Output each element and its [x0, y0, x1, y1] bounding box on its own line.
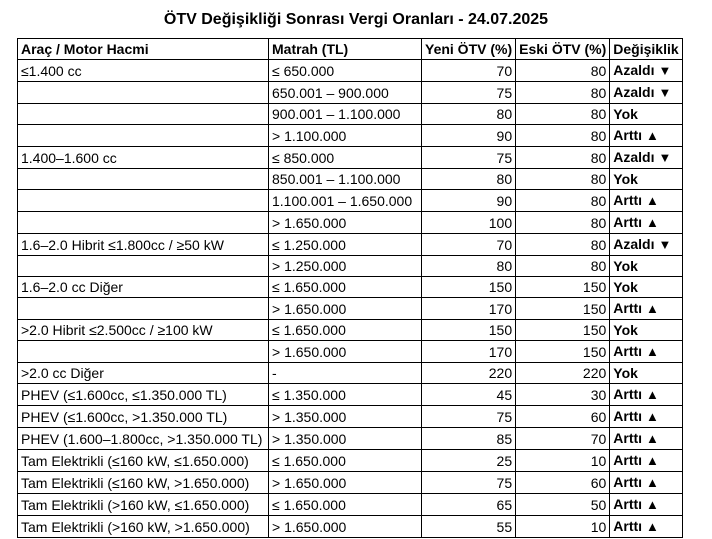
- base-cell: > 1.250.000: [269, 256, 422, 277]
- change-label: Yok: [613, 279, 638, 295]
- base-cell: > 1.100.000: [269, 125, 422, 147]
- base-cell: ≤ 650.000: [269, 60, 422, 82]
- old-rate-cell: 80: [516, 256, 610, 277]
- new-rate-cell: 75: [422, 472, 516, 494]
- old-rate-cell: 80: [516, 190, 610, 212]
- engine-cell: PHEV (1.600–1.800cc, >1.350.000 TL): [18, 428, 269, 450]
- change-cell: [610, 234, 683, 256]
- arrow-up-icon: ▲: [646, 128, 659, 143]
- arrow-up-icon: ▲: [646, 431, 659, 446]
- new-rate-cell: 70: [422, 234, 516, 256]
- base-cell: ≤ 1.350.000: [269, 384, 422, 406]
- old-rate-cell: 80: [516, 234, 610, 256]
- change-label: Arttı: [613, 386, 643, 402]
- engine-cell: [18, 212, 269, 234]
- old-rate-cell: 150: [516, 341, 610, 363]
- table-row: [18, 450, 683, 472]
- change-label: Yok: [613, 171, 638, 187]
- engine-cell: [18, 190, 269, 212]
- table-row: [18, 472, 683, 494]
- base-cell: ≤ 1.650.000: [269, 494, 422, 516]
- change-cell: [610, 298, 683, 320]
- new-rate-cell: 75: [422, 147, 516, 169]
- base-cell: -: [269, 363, 422, 384]
- change-cell: [610, 516, 683, 538]
- old-rate-cell: 150: [516, 320, 610, 341]
- old-rate-cell: 70: [516, 428, 610, 450]
- table-row: [18, 234, 683, 256]
- change-cell: [610, 320, 683, 341]
- table-row: [18, 82, 683, 104]
- old-rate-cell: 150: [516, 298, 610, 320]
- change-cell: [610, 406, 683, 428]
- change-cell: [610, 450, 683, 472]
- change-label: Arttı: [613, 518, 643, 534]
- new-rate-cell: 100: [422, 212, 516, 234]
- new-rate-cell: 80: [422, 256, 516, 277]
- table-row: [18, 516, 683, 538]
- engine-cell: Tam Elektrikli (≤160 kW, ≤1.650.000): [18, 450, 269, 472]
- change-label: Yok: [613, 106, 638, 122]
- new-rate-cell: 45: [422, 384, 516, 406]
- change-label: Arttı: [613, 496, 643, 512]
- table-row: [18, 494, 683, 516]
- table-body: [18, 60, 683, 538]
- new-rate-cell: 170: [422, 341, 516, 363]
- old-rate-cell: 220: [516, 363, 610, 384]
- base-cell: > 1.650.000: [269, 298, 422, 320]
- old-rate-cell: 150: [516, 277, 610, 298]
- old-rate-cell: 10: [516, 516, 610, 538]
- arrow-up-icon: ▲: [646, 409, 659, 424]
- old-rate-cell: 80: [516, 212, 610, 234]
- change-cell: [610, 428, 683, 450]
- table-row: [18, 363, 683, 384]
- old-rate-cell: 10: [516, 450, 610, 472]
- arrow-down-icon: ▼: [658, 63, 672, 78]
- new-rate-cell: 65: [422, 494, 516, 516]
- engine-cell: 1.400–1.600 cc: [18, 147, 269, 169]
- engine-cell: [18, 256, 269, 277]
- arrow-up-icon: ▲: [646, 215, 659, 230]
- change-label: Yok: [613, 365, 638, 381]
- base-cell: ≤ 1.650.000: [269, 277, 422, 298]
- change-label: Arttı: [613, 430, 643, 446]
- new-rate-cell: 75: [422, 82, 516, 104]
- change-cell: [610, 169, 683, 190]
- change-cell: [610, 277, 683, 298]
- new-rate-cell: 150: [422, 320, 516, 341]
- new-rate-cell: 55: [422, 516, 516, 538]
- table-row: [18, 341, 683, 363]
- engine-cell: PHEV (≤1.600cc, ≤1.350.000 TL): [18, 384, 269, 406]
- table-row: [18, 147, 683, 169]
- engine-cell: [18, 125, 269, 147]
- header-new-rate: Yeni ÖTV (%): [422, 39, 516, 60]
- change-label: Arttı: [613, 127, 643, 143]
- change-cell: [610, 82, 683, 104]
- new-rate-cell: 25: [422, 450, 516, 472]
- base-cell: ≤ 1.650.000: [269, 320, 422, 341]
- table-row: [18, 384, 683, 406]
- arrow-down-icon: ▼: [658, 150, 672, 165]
- change-label: Azaldı: [613, 149, 655, 165]
- new-rate-cell: 75: [422, 406, 516, 428]
- page-title: ÖTV Değişikliği Sonrası Vergi Oranları - 24.07.2025: [163, 11, 549, 28]
- arrow-up-icon: ▲: [646, 519, 659, 534]
- table-row: [18, 125, 683, 147]
- table-row: [18, 60, 683, 82]
- table-row: [18, 428, 683, 450]
- change-label: Arttı: [613, 408, 643, 424]
- old-rate-cell: 60: [516, 472, 610, 494]
- table-row: [18, 298, 683, 320]
- base-cell: > 1.650.000: [269, 516, 422, 538]
- base-cell: ≤ 1.250.000: [269, 234, 422, 256]
- change-label: Azaldı: [613, 236, 655, 252]
- engine-cell: 1.6–2.0 cc Diğer: [18, 277, 269, 298]
- change-label: Arttı: [613, 300, 643, 316]
- table-row: [18, 190, 683, 212]
- change-label: Yok: [613, 322, 638, 338]
- change-cell: [610, 60, 683, 82]
- base-cell: 850.001 – 1.100.000: [269, 169, 422, 190]
- old-rate-cell: 50: [516, 494, 610, 516]
- base-cell: 900.001 – 1.100.000: [269, 104, 422, 125]
- header-old-rate: Eski ÖTV (%): [516, 39, 610, 60]
- engine-cell: ≤1.400 cc: [18, 60, 269, 82]
- table-row: [18, 320, 683, 341]
- engine-cell: [18, 82, 269, 104]
- change-cell: [610, 256, 683, 277]
- change-label: Arttı: [613, 214, 643, 230]
- change-cell: [610, 341, 683, 363]
- base-cell: > 1.350.000: [269, 406, 422, 428]
- old-rate-cell: 80: [516, 125, 610, 147]
- table-row: [18, 212, 683, 234]
- arrow-up-icon: ▲: [646, 301, 659, 316]
- change-cell: [610, 104, 683, 125]
- arrow-up-icon: ▲: [646, 475, 659, 490]
- new-rate-cell: 150: [422, 277, 516, 298]
- arrow-up-icon: ▲: [646, 193, 659, 208]
- base-cell: > 1.650.000: [269, 472, 422, 494]
- new-rate-cell: 70: [422, 60, 516, 82]
- change-cell: [610, 472, 683, 494]
- new-rate-cell: 80: [422, 169, 516, 190]
- table-header-row: [18, 39, 683, 60]
- change-label: Arttı: [613, 343, 643, 359]
- change-label: Yok: [613, 258, 638, 274]
- table-row: [18, 104, 683, 125]
- old-rate-cell: 80: [516, 82, 610, 104]
- old-rate-cell: 60: [516, 406, 610, 428]
- header-engine: Araç / Motor Hacmi: [18, 39, 269, 60]
- engine-cell: >2.0 cc Diğer: [18, 363, 269, 384]
- arrow-down-icon: ▼: [658, 85, 672, 100]
- engine-cell: [18, 104, 269, 125]
- engine-cell: [18, 341, 269, 363]
- table-row: [18, 256, 683, 277]
- base-cell: > 1.350.000: [269, 428, 422, 450]
- new-rate-cell: 170: [422, 298, 516, 320]
- change-cell: [610, 363, 683, 384]
- engine-cell: [18, 298, 269, 320]
- old-rate-cell: 80: [516, 147, 610, 169]
- change-label: Arttı: [613, 192, 643, 208]
- table-row: [18, 169, 683, 190]
- engine-cell: Tam Elektrikli (>160 kW, >1.650.000): [18, 516, 269, 538]
- new-rate-cell: 90: [422, 125, 516, 147]
- change-cell: [610, 212, 683, 234]
- engine-cell: [18, 169, 269, 190]
- old-rate-cell: 80: [516, 104, 610, 125]
- engine-cell: >2.0 Hibrit ≤2.500cc / ≥100 kW: [18, 320, 269, 341]
- change-label: Azaldı: [613, 84, 655, 100]
- arrow-up-icon: ▲: [646, 497, 659, 512]
- old-rate-cell: 30: [516, 384, 610, 406]
- new-rate-cell: 220: [422, 363, 516, 384]
- base-cell: > 1.650.000: [269, 341, 422, 363]
- engine-cell: Tam Elektrikli (>160 kW, ≤1.650.000): [18, 494, 269, 516]
- base-cell: > 1.650.000: [269, 212, 422, 234]
- base-cell: ≤ 850.000: [269, 147, 422, 169]
- new-rate-cell: 85: [422, 428, 516, 450]
- change-label: Arttı: [613, 474, 643, 490]
- header-base: Matrah (TL): [269, 39, 422, 60]
- new-rate-cell: 90: [422, 190, 516, 212]
- change-cell: [610, 125, 683, 147]
- new-rate-cell: 80: [422, 104, 516, 125]
- change-label: Azaldı: [613, 62, 655, 78]
- change-label: Arttı: [613, 452, 643, 468]
- change-cell: [610, 147, 683, 169]
- engine-cell: Tam Elektrikli (≤160 kW, >1.650.000): [18, 472, 269, 494]
- base-cell: 650.001 – 900.000: [269, 82, 422, 104]
- base-cell: 1.100.001 – 1.650.000: [269, 190, 422, 212]
- tax-rate-table: [17, 38, 683, 538]
- change-cell: [610, 190, 683, 212]
- arrow-down-icon: ▼: [658, 237, 672, 252]
- base-cell: ≤ 1.650.000: [269, 450, 422, 472]
- change-cell: [610, 494, 683, 516]
- old-rate-cell: 80: [516, 169, 610, 190]
- header-change: Değişiklik: [610, 39, 683, 60]
- old-rate-cell: 80: [516, 60, 610, 82]
- arrow-up-icon: ▲: [646, 387, 659, 402]
- table-row: [18, 277, 683, 298]
- engine-cell: 1.6–2.0 Hibrit ≤1.800cc / ≥50 kW: [18, 234, 269, 256]
- change-cell: [610, 384, 683, 406]
- table-row: [18, 406, 683, 428]
- arrow-up-icon: ▲: [646, 453, 659, 468]
- arrow-up-icon: ▲: [646, 344, 659, 359]
- engine-cell: PHEV (≤1.600cc, >1.350.000 TL): [18, 406, 269, 428]
